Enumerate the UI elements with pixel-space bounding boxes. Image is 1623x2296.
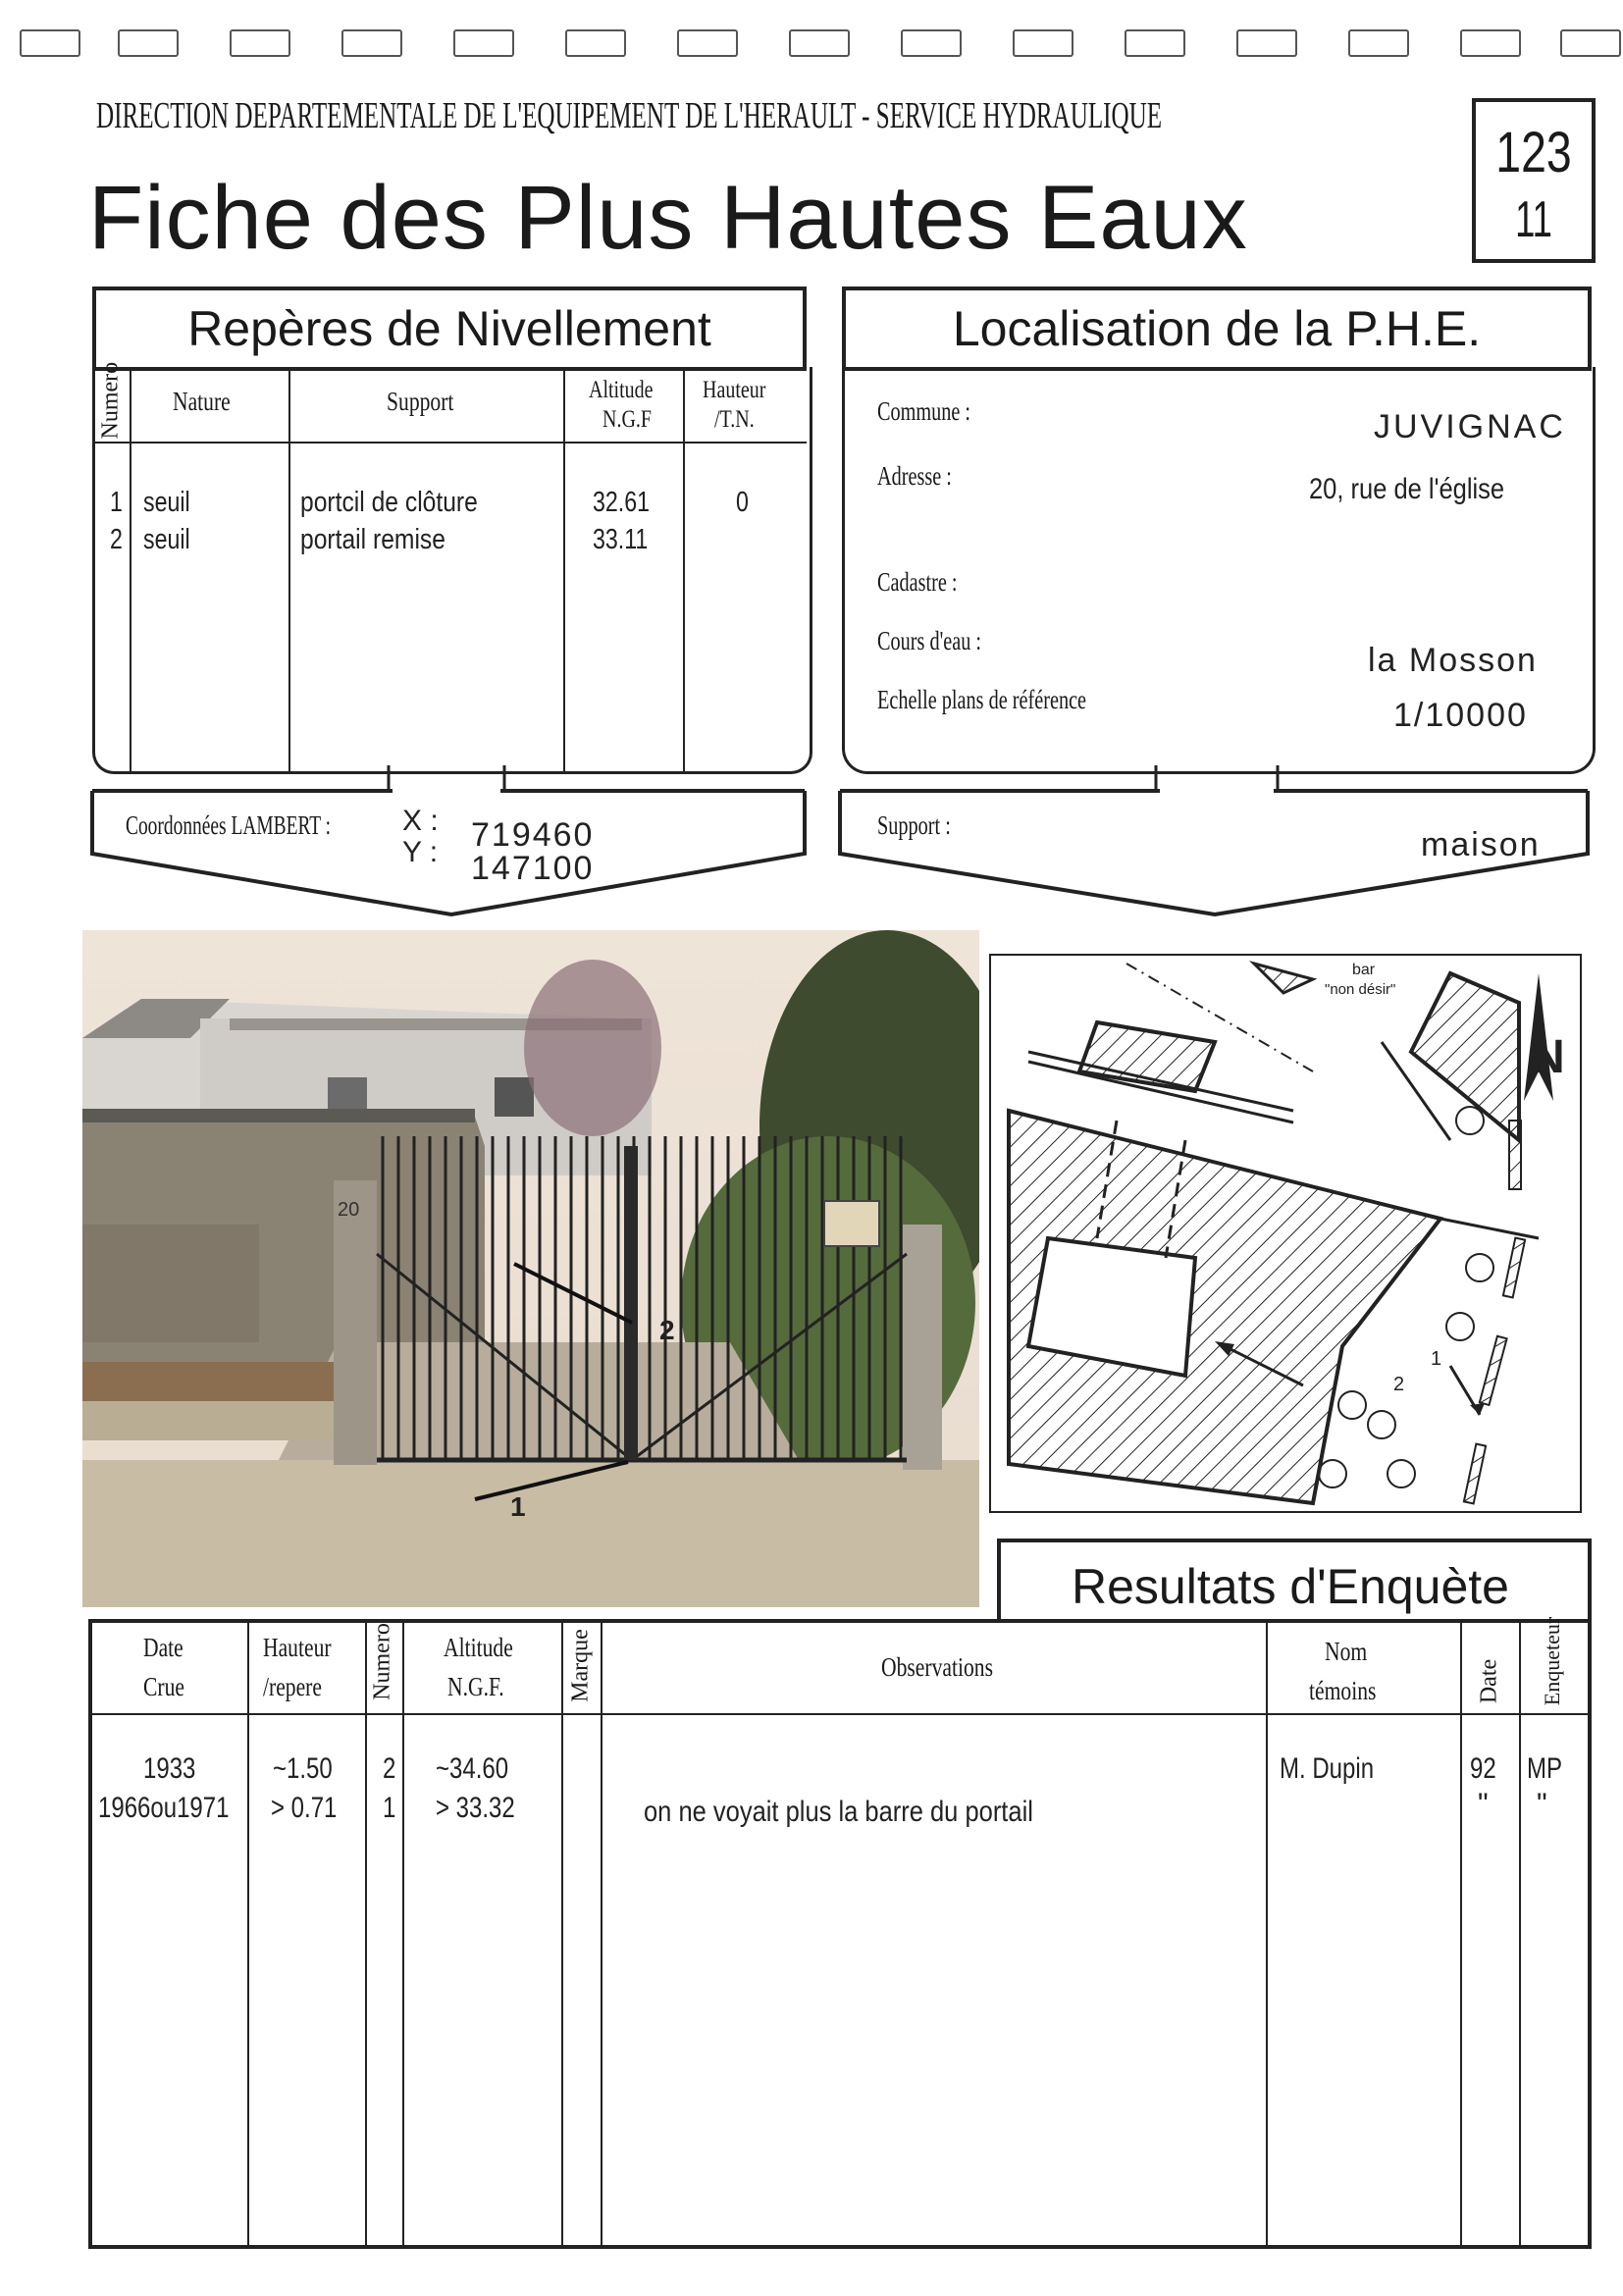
reperes-row1-numero: 1 [110,487,123,518]
reperes-col-altitude-2: N.G.F [602,406,653,433]
reperes-col-numero: Numero [97,361,124,440]
res-col-observations: Observations [881,1652,993,1682]
res-col-date-1: Date [143,1633,183,1662]
cadastre-label: Cadastre : [877,567,958,597]
res-row2-date-enq: " [1478,1788,1489,1820]
res-row2-numero: 1 [383,1792,396,1824]
res-row2-hauteur: > 0.71 [271,1792,338,1824]
res-row2-date: 1966ou1971 [98,1792,230,1824]
plan-marker-1: 1 [1431,1348,1442,1370]
commune-label: Commune : [877,396,971,426]
photo-wall-number: 20 [338,1199,360,1221]
photo-marker-2: 2 [659,1315,675,1345]
plan-north: N [1531,1031,1565,1083]
res-col-enqueteur: Enqueteur [1540,1616,1564,1706]
coords-x-label: X : [402,805,439,837]
localisation-title: Localisation de la P.H.E. [952,301,1482,356]
res-row1-altitude: ~34.60 [436,1752,509,1785]
res-row1-hauteur: ~1.50 [273,1752,333,1785]
plan-marker-2: 2 [1393,1374,1405,1395]
res-row1-date: 1933 [143,1752,196,1785]
cours-label: Cours d'eau : [877,626,982,655]
photo-marker-1: 1 [510,1491,526,1522]
res-col-numero: Numero [369,1623,395,1700]
page-title: Fiche des Plus Hautes Eaux [88,168,1248,268]
support-value: maison [1421,826,1541,863]
res-row1-nom: M. Dupin [1280,1752,1375,1785]
coords-label: Coordonnées LAMBERT : [126,810,332,840]
reperes-row1-support: portcil de clôture [300,487,478,518]
res-col-nom-2: témoins [1309,1676,1377,1705]
plan-bar-label-1: bar [1352,962,1376,978]
resultats-title-box [997,1539,1592,1623]
reperes-row1-altitude: 32.61 [593,487,651,518]
support-label: Support : [877,810,951,840]
res-row2-observation: on ne voyait plus la barre du portail [644,1796,1033,1828]
reperes-title: Repères de Nivellement [187,301,711,356]
site-plan [989,954,1582,1513]
reperes-row2-support: portail remise [300,524,445,555]
commune-value: JUVIGNAC [1374,408,1566,445]
sheet-number-box [1472,98,1596,263]
cours-value: la Mosson [1368,642,1538,679]
coords-y-label: Y : [402,836,439,868]
sheet-sub-number: 11 [1515,191,1552,248]
site-photo [82,930,979,1607]
res-row2-altitude: > 33.32 [436,1792,515,1824]
direction-heading: DIRECTION DEPARTEMENTALE DE L'EQUIPEMENT DE L'HERAULT - SERVICE HYDRAULIQUE [96,95,1163,136]
resultats-title: Resultats d'Enquète [1072,1559,1509,1614]
res-col-date: Date [1476,1658,1502,1704]
res-row1-date-enq: 92 [1470,1752,1496,1785]
coords-x-value: 719460 [471,816,595,854]
reperes-col-support: Support [387,387,454,416]
res-col-date-2: Crue [143,1672,184,1701]
res-row2-enqueteur: " [1537,1788,1547,1820]
res-row1-enqueteur: MP [1527,1752,1562,1785]
reperes-col-hauteur-2: /T.N. [714,406,755,433]
reperes-title-box [92,287,807,371]
reperes-row2-altitude: 33.11 [593,524,649,555]
res-col-altitude-2: N.G.F. [447,1672,504,1701]
coords-y-value: 147100 [471,850,595,887]
reperes-row1-hauteur: 0 [736,487,749,518]
res-col-altitude-1: Altitude [444,1633,513,1662]
plan-bar-label-2: "non désir" [1325,981,1396,998]
res-col-marque: Marque [567,1629,594,1702]
res-col-hauteur-2: /repere [263,1672,322,1701]
reperes-row1-nature: seuil [143,487,190,518]
res-col-hauteur-1: Hauteur [263,1633,332,1662]
reperes-col-nature: Nature [173,387,231,416]
echelle-value: 1/10000 [1393,697,1528,734]
adresse-value: 20, rue de l'église [1309,473,1505,505]
res-col-nom-1: Nom [1325,1637,1368,1666]
adresse-label: Adresse : [877,461,952,491]
reperes-row2-nature: seuil [143,524,190,555]
res-row1-numero: 2 [383,1752,396,1785]
coords-panel [88,765,814,922]
reperes-table [92,361,812,774]
echelle-label: Echelle plans de référence [877,685,1087,714]
localisation-title-box [842,287,1592,371]
sheet-number: 123 [1495,121,1572,184]
reperes-row2-numero: 2 [110,524,123,555]
reperes-col-altitude-1: Altitude [589,377,654,403]
reperes-col-hauteur-1: Hauteur [703,377,766,403]
